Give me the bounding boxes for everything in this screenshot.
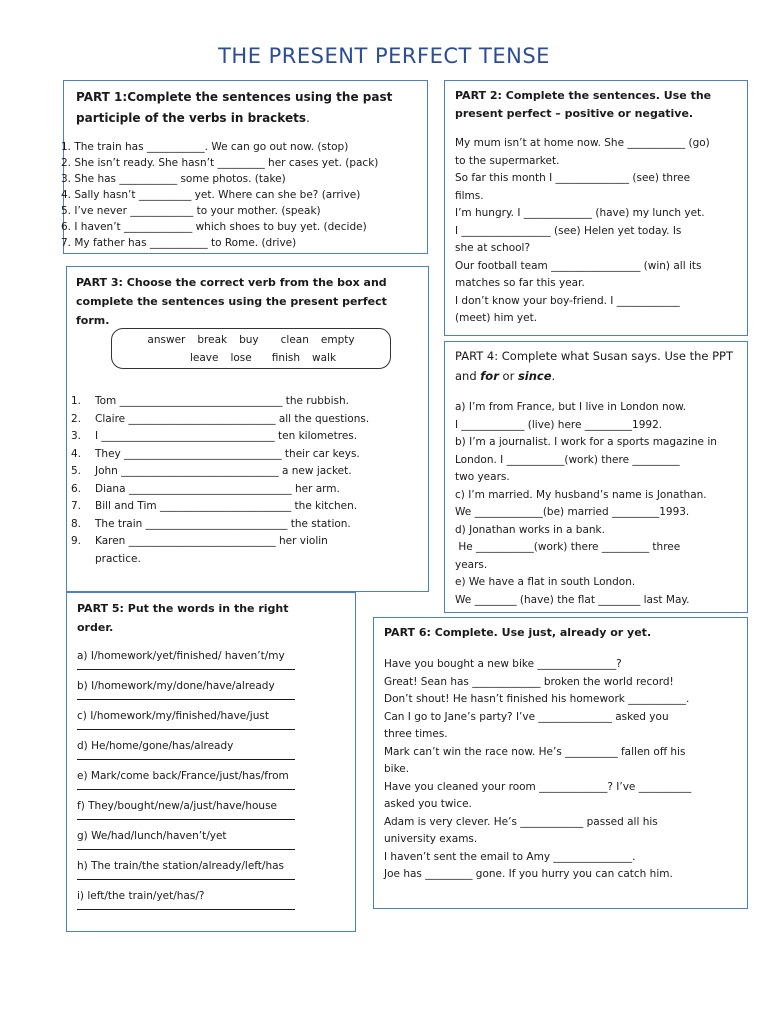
list-item: films. <box>455 189 484 202</box>
word-clean: clean <box>280 334 309 346</box>
part2-heading: PART 2: Complete the sentences. Use the present perfect – positive or negative. <box>455 89 712 120</box>
list-item: 4. They ______________________________ their car keys. <box>71 447 360 460</box>
part3-list <box>71 393 421 568</box>
list-item: 2. She isn’t ready. She hasn’t _________ her cases yet. (pack) <box>61 157 379 169</box>
answer-line <box>77 754 295 760</box>
list-item: a) I/homework/yet/finished/ haven’t/my <box>77 650 285 662</box>
word-box-row <box>112 349 390 367</box>
word-finish: finish <box>271 352 301 364</box>
list-item: b) I’m a journalist. I work for a sports magazine in <box>455 436 717 448</box>
word-break: break <box>197 334 228 346</box>
answer-line <box>77 694 295 700</box>
part2-lines <box>455 135 739 328</box>
list-item: (meet) him yet. <box>455 312 538 324</box>
part6-lines <box>384 656 739 884</box>
list-item: f) They/bought/new/a/just/have/house <box>77 800 278 812</box>
part1-list <box>61 139 419 251</box>
part3-box <box>66 266 429 592</box>
list-item: 1. The train has ___________. We can go out now. (stop) <box>61 141 349 153</box>
answer-line <box>77 724 295 730</box>
page-title: THE PRESENT PERFECT TENSE <box>218 44 550 68</box>
list-item: Great! Sean has _____________ broken the world record! <box>384 675 674 688</box>
list-item: 5. I’ve never ____________ to your mother. (speak) <box>61 205 321 217</box>
list-item: 9. Karen ____________________________ her violin practice. <box>71 535 328 565</box>
list-item: I’m hungry. I _____________ (have) my lunch yet. <box>455 207 705 219</box>
list-item: e) Mark/come back/France/just/has/from <box>77 770 289 782</box>
list-item: 7. My father has ___________ to Rome. (drive) <box>61 237 297 249</box>
list-item: i) left/the train/yet/has/? <box>77 890 205 902</box>
list-item: d) Jonathan works in a bank. <box>455 523 605 536</box>
list-item: 3. I _________________________________ ten kilometres. <box>71 430 358 442</box>
part6-heading: PART 6: Complete. Use just, already or yet. <box>384 626 652 639</box>
list-item: We ________ (have) the flat ________ last May. <box>455 593 690 606</box>
part4-box <box>444 341 748 613</box>
list-item: e) We have a flat in south London. <box>455 576 636 588</box>
part1-box <box>63 80 428 254</box>
word-leave: leave <box>189 352 219 364</box>
list-item: h) The train/the station/already/left/has <box>77 860 285 872</box>
list-item: Joe has _________ gone. If you hurry you can catch him. <box>384 868 673 880</box>
list-item: university exams. <box>384 833 478 845</box>
word-box <box>111 328 391 369</box>
list-item: I ____________ (live) here _________1992. <box>455 418 663 431</box>
part4-lines <box>455 399 739 609</box>
list-item: He ___________(work) there _________ three <box>455 541 681 553</box>
word-answer: answer <box>147 334 186 346</box>
list-item: bike. <box>384 763 410 775</box>
list-item: Adam is very clever. He’s ____________ passed all his <box>384 815 658 828</box>
answer-line <box>77 844 295 850</box>
word-empty: empty <box>320 334 355 346</box>
part2-box <box>444 80 748 336</box>
list-item: Our football team _________________ (win) all its <box>455 259 702 272</box>
part5-box <box>66 592 356 932</box>
list-item: 6. Diana _______________________________ her arm. <box>71 482 340 495</box>
answer-line <box>77 904 295 910</box>
list-item: years. <box>455 558 488 571</box>
list-item: London. I ___________(work) there _________ <box>455 453 680 466</box>
answer-line <box>77 874 295 880</box>
list-item: b) I/homework/my/done/have/already <box>77 680 275 692</box>
list-item: We _____________(be) married _________1993. <box>455 506 690 518</box>
part3-heading: PART 3: Choose the correct verb from the box and complete the sentences using the present perfect form. <box>76 276 387 327</box>
list-item: 1. Tom _______________________________ the rubbish. <box>71 395 349 407</box>
list-item: 6. I haven’t _____________ which shoes to buy yet. (decide) <box>61 221 367 233</box>
answer-line <box>77 814 295 820</box>
word-lose: lose <box>230 352 252 364</box>
list-item: matches so far this year. <box>455 277 585 289</box>
list-item: c) I/homework/my/finished/have/just <box>77 710 269 722</box>
word-walk: walk <box>312 352 337 364</box>
list-item: Have you cleaned your room _____________? I’ve __________ <box>384 780 692 793</box>
list-item: g) We/had/lunch/haven’t/yet <box>77 830 227 842</box>
list-item: Have you bought a new bike _______________? <box>384 658 622 670</box>
list-item: Mark can’t win the race now. He’s __________ fallen off his <box>384 745 686 758</box>
list-item: two years. <box>455 471 510 483</box>
list-item: d) He/home/gone/has/already <box>77 740 234 752</box>
list-item: c) I’m married. My husband’s name is Jonathan. <box>455 488 707 501</box>
list-item: 7. Bill and Tim _________________________ the kitchen. <box>71 500 358 512</box>
list-item: she at school? <box>455 242 531 254</box>
list-item: 5. John ______________________________ a new jacket. <box>71 465 352 477</box>
part6-box <box>373 617 748 909</box>
list-item: My mum isn’t at home now. She ___________ (go) <box>455 137 710 149</box>
answer-line <box>77 664 295 670</box>
list-item: Can I go to Jane’s party? I’ve ______________ asked you <box>384 710 669 723</box>
list-item: So far this month I ______________ (see) three <box>455 172 691 184</box>
list-item: 4. Sally hasn’t __________ yet. Where can she be? (arrive) <box>61 189 361 201</box>
list-item: I haven’t sent the email to Amy _______________. <box>384 850 636 863</box>
part4-heading: PART 4: Complete what Susan says. Use the PPT and for or since. <box>455 349 734 383</box>
list-item: Don’t shout! He hasn’t finished his homework ___________. <box>384 693 690 705</box>
word-box-row <box>112 331 390 349</box>
list-item: I don’t know your boy-friend. I ____________ <box>455 294 680 307</box>
list-item: 3. She has ___________ some photos. (take) <box>61 173 286 185</box>
list-item: a) I’m from France, but I live in London now. <box>455 401 687 413</box>
part1-heading: PART 1:Complete the sentences using the past participle of the verbs in brackets. <box>76 90 393 125</box>
list-item: I _________________ (see) Helen yet today. Is <box>455 224 682 237</box>
part5-list <box>77 649 347 910</box>
list-item: to the supermarket. <box>455 154 560 167</box>
answer-line <box>77 784 295 790</box>
list-item: three times. <box>384 728 448 740</box>
word-buy: buy <box>239 334 259 346</box>
list-item: 8. The train ___________________________ the station. <box>71 517 351 530</box>
list-item: 2. Claire ____________________________ all the questions. <box>71 412 370 425</box>
list-item: asked you twice. <box>384 798 472 810</box>
part5-heading: PART 5: Put the words in the right order. <box>77 602 289 634</box>
